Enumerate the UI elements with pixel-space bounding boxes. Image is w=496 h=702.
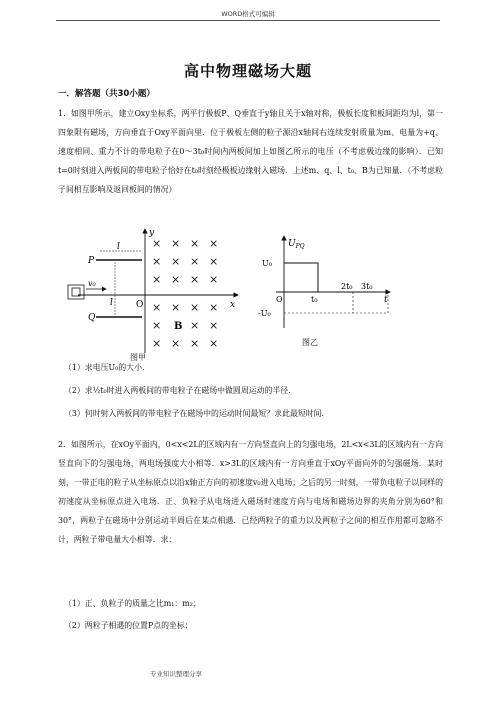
problem-2-question-1: （1）正、负粒子的质量之比m₁：m₂； bbox=[64, 599, 201, 608]
field-cross: × bbox=[209, 273, 219, 286]
3t0-label: 3t₀ bbox=[361, 282, 373, 291]
length-label-mid: l bbox=[110, 298, 113, 308]
field-cross: × bbox=[152, 337, 162, 350]
field-cross: × bbox=[152, 301, 162, 314]
magnetic-field-crosses bbox=[152, 237, 218, 350]
problem-2-question-2: （2）两粒子相遇的位置P点的坐标； bbox=[64, 621, 193, 630]
field-cross: × bbox=[152, 237, 162, 250]
field-cross: × bbox=[171, 301, 181, 314]
field-cross: × bbox=[190, 237, 200, 250]
plate-q-label: Q bbox=[88, 313, 96, 323]
field-cross: × bbox=[190, 319, 200, 332]
field-cross: × bbox=[209, 301, 219, 314]
field-cross: × bbox=[209, 337, 219, 350]
2t0-label: 2t₀ bbox=[341, 282, 353, 291]
problem-1-question-3: （3）何时射入两板间的带电粒子在磁场中的运动时间最短？求此最短时间． bbox=[64, 409, 330, 418]
field-cross: × bbox=[171, 255, 181, 268]
t-axis-label: t bbox=[384, 295, 388, 305]
field-cross: × bbox=[171, 337, 181, 350]
plate-p-label: P bbox=[88, 256, 95, 266]
field-label: B bbox=[174, 321, 183, 332]
field-cross: × bbox=[190, 273, 200, 286]
field-cross: × bbox=[171, 273, 181, 286]
x-axis-label: x bbox=[230, 300, 236, 310]
particle-source bbox=[68, 285, 84, 299]
u0-label: U₀ bbox=[262, 259, 272, 268]
problem-1-text: 1．如图甲所示，建立Oxy坐标系，两平行极板P、Q垂直于y轴且关于x轴对称，极板长度和板间距均为l，第一四象限有磁场，方向垂直于Oxy平面向里．位于极板左侧的粒子源沿x轴间右连续发射质量为m、电量为+q、速度相同、重力不计的带电粒子在0～3t₀时间内两板间加上如图乙所示的电压（不考虑极边缘的影响）．已知t=0时刻进入两板间的带电粒子恰好在t₀时刻经极板边缘射入磁场．上述m、q、l、t₀、B为已知量．（不考虑粒子间相互影响及返回板间的情况） bbox=[58, 109, 443, 194]
field-cross: × bbox=[152, 319, 162, 332]
document-title: 高中物理磁场大题 bbox=[183, 62, 312, 80]
t0-label: t₀ bbox=[311, 295, 318, 304]
origin-label: O bbox=[136, 300, 144, 310]
field-cross: × bbox=[209, 319, 219, 332]
field-cross: × bbox=[171, 237, 181, 250]
figure-right bbox=[258, 232, 398, 332]
field-cross: × bbox=[209, 237, 219, 250]
field-cross: × bbox=[190, 301, 200, 314]
field-cross: × bbox=[152, 273, 162, 286]
figure-left-caption: 图甲 bbox=[130, 353, 146, 362]
section-heading: 一．解答题（共30小题） bbox=[58, 89, 155, 99]
voltage-signal-negative bbox=[353, 292, 388, 313]
field-cross: × bbox=[209, 255, 219, 268]
origin-label: O bbox=[276, 295, 283, 304]
page-footer: 专业知识整理分享 bbox=[150, 670, 202, 678]
neg-u0-label: -U₀ bbox=[258, 309, 271, 318]
problem-2-text: 2．如图所示，在xOy平面内，0<x<2L的区域内有一方向竖直向上的匀强电场，2L<x<3L的区域内有一方向竖直向下的匀强电场，两电场强度大小相等．x>3L的区域内有一方向垂直于xOy平面向外的匀强磁场．某时刻，一带正电的粒子从坐标原点以沿x轴正方向的初速度v₀进入电场；之后的另一时刻，一带负电粒子以同样的初速度从坐标原点进入电场．正、负粒子从电场进入磁场时速度方向与电场和磁场边界的夹角分别为60°和30°，两粒子在磁场中分别运动半周后在某点相遇．已经两粒子的重力以及两粒子之间的相互作用都可忽略不计，两粒子带电量大小相等．求： bbox=[58, 440, 443, 544]
field-cross: × bbox=[190, 255, 200, 268]
voltage-signal bbox=[284, 263, 318, 292]
length-label-top: l bbox=[117, 242, 120, 252]
field-cross: × bbox=[190, 337, 200, 350]
problem-1-question-2: （2）求½t₀时进入两板间的带电粒子在磁场中做圆周运动的半径． bbox=[64, 386, 297, 395]
problem-1-question-1: （1）求电压U₀的大小． bbox=[64, 363, 150, 372]
y-axis-label: y bbox=[149, 228, 155, 238]
field-cross: × bbox=[152, 255, 162, 268]
velocity-label: v₀ bbox=[88, 279, 96, 288]
figure-right-caption: 图乙 bbox=[302, 338, 318, 347]
page-header: WORD格式可编辑 bbox=[221, 10, 275, 18]
u-axis-label: $U_{PQ}$ bbox=[288, 239, 305, 250]
figure-left bbox=[60, 225, 250, 355]
header-divider bbox=[56, 20, 440, 21]
